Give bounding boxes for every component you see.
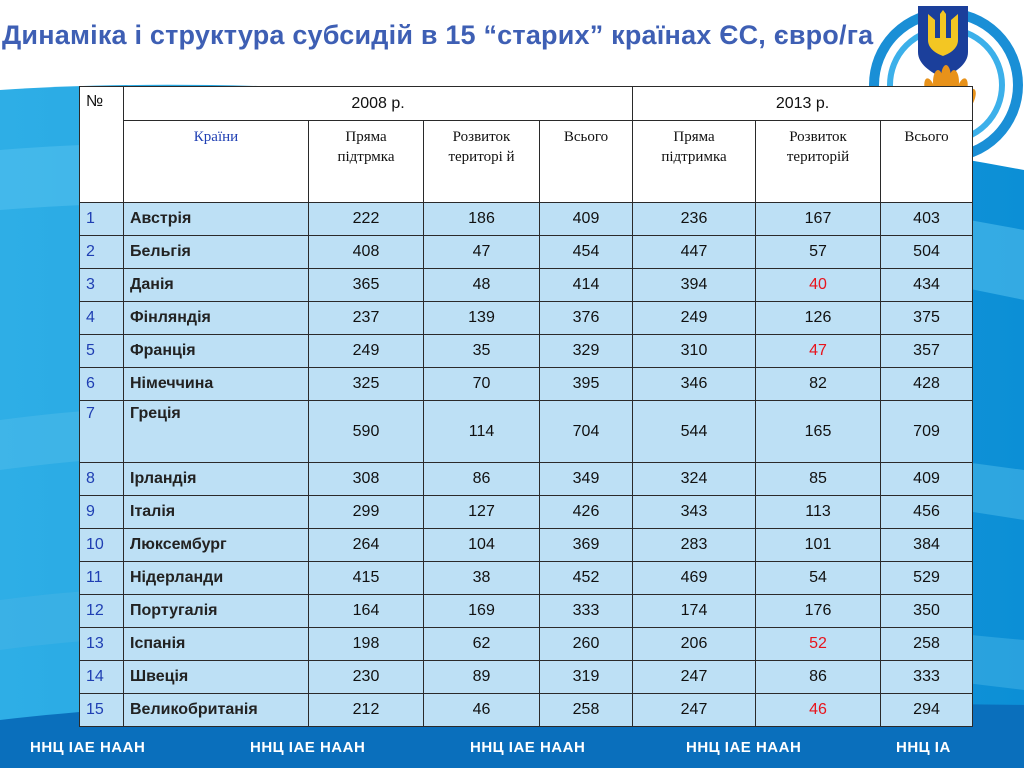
direct-2008-cell: 237 [309,302,424,335]
total-2008-cell: 319 [540,661,633,694]
total-2013-cell: 384 [881,529,973,562]
footer-label: ННЦ ІАЕ НААН [470,739,586,756]
development-2008-cell: 114 [424,401,540,463]
total-2008-cell: 414 [540,269,633,302]
table-row [80,496,973,529]
direct-2013-cell: 247 [633,694,756,727]
row-number: 9 [80,496,124,529]
row-number: 12 [80,595,124,628]
country-name: Італія [124,496,309,529]
year-2008-header: 2008 р. [124,87,633,121]
total-2008-cell: 349 [540,463,633,496]
development-2013-cell: 57 [756,236,881,269]
total-2013-cell: 403 [881,203,973,236]
development-2013-cell: 86 [756,661,881,694]
direct-2008-cell: 212 [309,694,424,727]
country-name: Фінляндія [124,302,309,335]
row-number: 13 [80,628,124,661]
row-number: 10 [80,529,124,562]
row-number: 11 [80,562,124,595]
development-2008-cell: 62 [424,628,540,661]
direct-2013-cell: 469 [633,562,756,595]
development-2013-cell: 126 [756,302,881,335]
country-name: Австрія [124,203,309,236]
direct-2013-cell: 394 [633,269,756,302]
total-2013-cell: 709 [881,401,973,463]
direct-2008-cell: 264 [309,529,424,562]
direct-2008-cell: 308 [309,463,424,496]
total-2008-cell: 454 [540,236,633,269]
total-2013-cell: 357 [881,335,973,368]
development-2013-cell: 167 [756,203,881,236]
direct-support-2013-header: Пряма підтримка [633,121,756,203]
total-2013-cell: 456 [881,496,973,529]
row-number: 3 [80,269,124,302]
footer-label: ННЦ ІАЕ НААН [30,739,146,756]
total-2008-cell: 704 [540,401,633,463]
total-2008-cell: 376 [540,302,633,335]
development-2008-cell: 86 [424,463,540,496]
country-name: Іспанія [124,628,309,661]
table-row [80,694,973,727]
total-2008-cell: 395 [540,368,633,401]
total-2013-cell: 434 [881,269,973,302]
development-2008-cell: 127 [424,496,540,529]
table-row [80,595,973,628]
page-title: Динаміка і структура субсидій в 15 “старих” країнах ЄС, євро/га [2,20,874,50]
country-name: Бельгія [124,236,309,269]
table-row [80,562,973,595]
development-2013-cell: 176 [756,595,881,628]
table-row [80,203,973,236]
development-2008-cell: 89 [424,661,540,694]
direct-2013-cell: 236 [633,203,756,236]
number-column-header: № [80,87,124,203]
direct-2013-cell: 324 [633,463,756,496]
total-2013-header: Всього [881,121,973,203]
direct-2008-cell: 222 [309,203,424,236]
development-2008-cell: 70 [424,368,540,401]
country-name: Великобританія [124,694,309,727]
total-2008-cell: 452 [540,562,633,595]
total-2013-cell: 375 [881,302,973,335]
total-2013-cell: 258 [881,628,973,661]
row-number: 14 [80,661,124,694]
development-2008-cell: 186 [424,203,540,236]
development-2013-cell: 101 [756,529,881,562]
total-2008-cell: 329 [540,335,633,368]
row-number: 2 [80,236,124,269]
direct-2013-cell: 174 [633,595,756,628]
table-row [80,236,973,269]
total-2008-cell: 369 [540,529,633,562]
development-2008-cell: 47 [424,236,540,269]
row-number: 6 [80,368,124,401]
direct-2008-cell: 365 [309,269,424,302]
country-name: Люксембург [124,529,309,562]
row-number: 15 [80,694,124,727]
total-2013-cell: 333 [881,661,973,694]
total-2008-cell: 258 [540,694,633,727]
table-row [80,335,973,368]
development-2013-cell: 165 [756,401,881,463]
direct-2008-cell: 299 [309,496,424,529]
row-number: 5 [80,335,124,368]
total-2008-cell: 260 [540,628,633,661]
direct-2013-cell: 247 [633,661,756,694]
table-row [80,661,973,694]
total-2013-cell: 294 [881,694,973,727]
development-2013-cell: 40 [756,269,881,302]
development-2013-cell: 47 [756,335,881,368]
table-row [80,463,973,496]
total-2013-cell: 428 [881,368,973,401]
development-2008-cell: 48 [424,269,540,302]
development-2013-cell: 54 [756,562,881,595]
development-2013-cell: 82 [756,368,881,401]
direct-2013-cell: 206 [633,628,756,661]
country-name: Нідерланди [124,562,309,595]
total-2013-cell: 529 [881,562,973,595]
footer-label: ННЦ ІА [896,739,951,756]
footer-label: ННЦ ІАЕ НААН [250,739,366,756]
row-number: 7 [80,401,124,463]
country-name: Португалія [124,595,309,628]
development-2008-cell: 139 [424,302,540,335]
territory-development-2013-header: Розвиток територій [756,121,881,203]
country-name: Німеччина [124,368,309,401]
direct-2013-cell: 283 [633,529,756,562]
footer-label: ННЦ ІАЕ НААН [686,739,802,756]
development-2008-cell: 169 [424,595,540,628]
direct-2013-cell: 544 [633,401,756,463]
development-2008-cell: 35 [424,335,540,368]
development-2013-cell: 46 [756,694,881,727]
direct-2008-cell: 164 [309,595,424,628]
row-number: 4 [80,302,124,335]
development-2008-cell: 104 [424,529,540,562]
table-row [80,368,973,401]
development-2013-cell: 52 [756,628,881,661]
country-column-header: Країни [124,121,309,203]
direct-2013-cell: 343 [633,496,756,529]
total-2008-cell: 409 [540,203,633,236]
total-2008-header: Всього [540,121,633,203]
table-header-columns [80,121,973,203]
table-row [80,269,973,302]
row-number: 8 [80,463,124,496]
direct-2013-cell: 310 [633,335,756,368]
table-row [80,302,973,335]
country-name: Данія [124,269,309,302]
direct-2008-cell: 325 [309,368,424,401]
direct-2013-cell: 447 [633,236,756,269]
total-2008-cell: 426 [540,496,633,529]
direct-support-2008-header: Пряма підтрмка [309,121,424,203]
direct-2008-cell: 415 [309,562,424,595]
direct-2008-cell: 408 [309,236,424,269]
table-header-years [80,87,973,121]
development-2008-cell: 46 [424,694,540,727]
subsidies-table [79,86,973,727]
footer-band [0,735,1024,768]
direct-2008-cell: 230 [309,661,424,694]
total-2008-cell: 333 [540,595,633,628]
country-name: Франція [124,335,309,368]
total-2013-cell: 350 [881,595,973,628]
direct-2008-cell: 198 [309,628,424,661]
total-2013-cell: 504 [881,236,973,269]
table-row [80,628,973,661]
direct-2013-cell: 346 [633,368,756,401]
development-2008-cell: 38 [424,562,540,595]
territory-development-2008-header: Розвиток територі й [424,121,540,203]
direct-2008-cell: 249 [309,335,424,368]
table-row [80,401,973,463]
table-row [80,529,973,562]
development-2013-cell: 85 [756,463,881,496]
country-name: Греція [124,401,309,463]
direct-2013-cell: 249 [633,302,756,335]
direct-2008-cell: 590 [309,401,424,463]
total-2013-cell: 409 [881,463,973,496]
country-name: Швеція [124,661,309,694]
development-2013-cell: 113 [756,496,881,529]
row-number: 1 [80,203,124,236]
year-2013-header: 2013 р. [633,87,973,121]
country-name: Ірландія [124,463,309,496]
